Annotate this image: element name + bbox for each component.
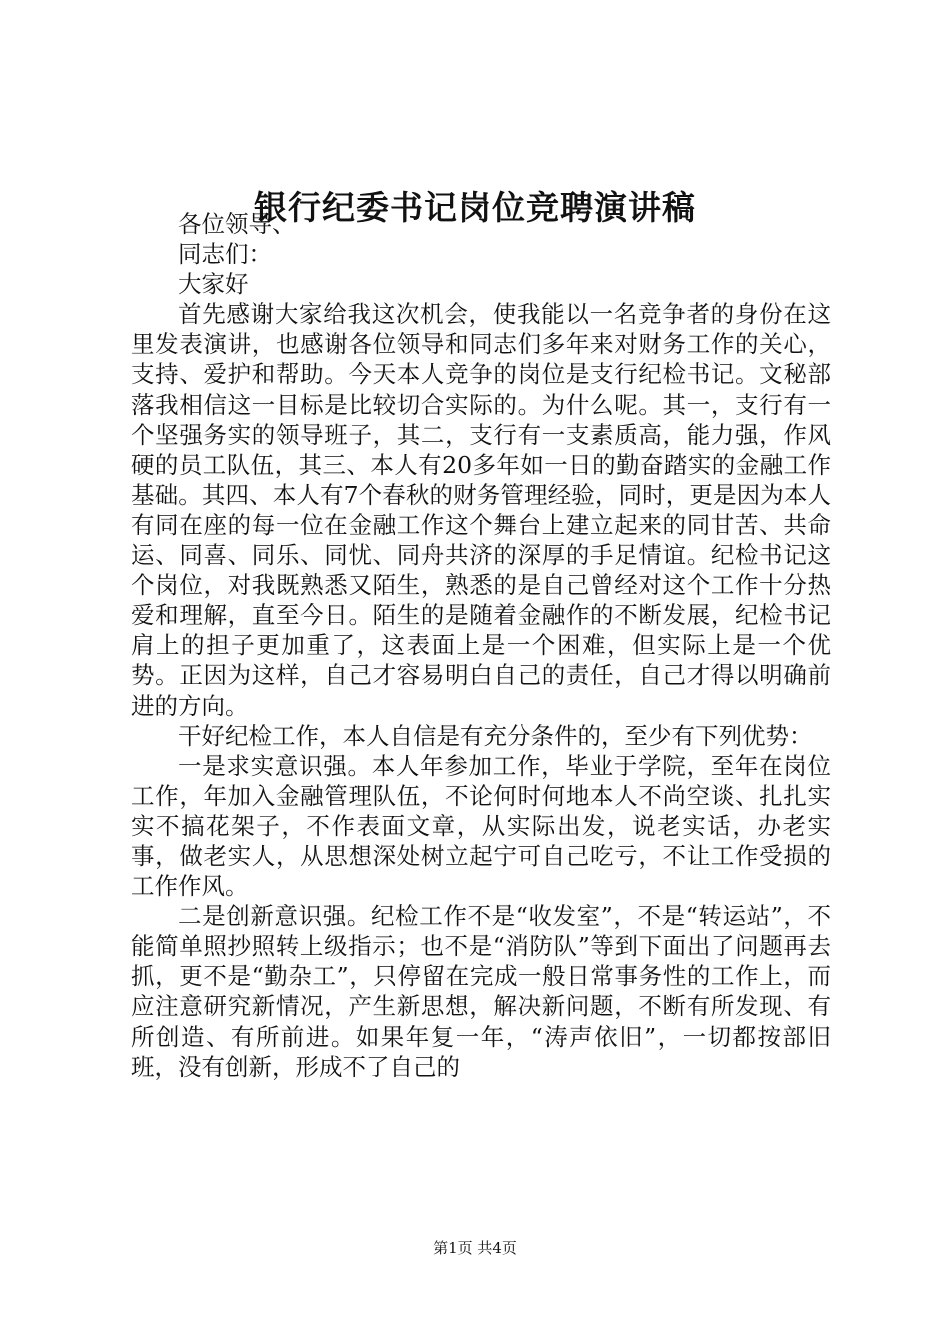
salutation-comrades: 同志们： (178, 240, 272, 269)
paragraph-advantages: 干好纪检工作，本人自信是有充分条件的，至少有下列优势： (178, 721, 813, 750)
salutation-leaders: 各位领导、 (178, 210, 296, 238)
paragraph-point-one: 一是求实意识强。本人年参加工作，毕业于学院，至年在岗位工作，年加入金融管理队伍，不论何时何地本人不尚空谈、扎扎实实不搞花架子，不作表面文章，从实际出发，说老实话，办老实事，做老实人，从思想深处树立起宁可自己吃亏，不让工作受损的工作作风。 (131, 751, 831, 901)
page-number-footer: 第1页 共4页 (433, 1239, 517, 1257)
greeting: 大家好 (178, 270, 249, 299)
document-body (131, 209, 831, 1082)
paragraph-point-two: 二是创新意识强。纪检工作不是“收发室”，不是“转运站”，不能简单照抄照转上级指示；也不是“消防队”等到下面出了问题再去抓，更不是“勤杂工”，只停留在完成一般日常事务性的工作上，而应注意研究新情况，产生新思想，解决新问题，不断有所发现、有所创造、有所前进。如果年复一年，“涛声依旧”，一切都按部旧班，没有创新，形成不了自己的 (131, 902, 831, 1081)
paragraph-intro: 首先感谢大家给我这次机会，使我能以一名竞争者的身份在这里发表演讲，也感谢各位领导和同志们多年来对财务工作的关心，支持、爱护和帮助。今天本人竞争的岗位是支行纪检书记。文秘部落我相信这一目标是比较切合实际的。为什么呢。其一，支行有一个坚强务实的领导班子，其二，支行有一支素质高，能力强，作风硬的员工队伍，其三、本人有20多年如一日的勤奋踏实的金融工作基础。其四、本人有7个春秋的财务管理经验，同时，更是因为本人有同在座的每一位在金融工作这个舞台上建立起来的同甘苦、共命运、同喜、同乐、同忧、同舟共济的深厚的手足情谊。纪检书记这个岗位，对我既熟悉又陌生，熟悉的是自己曾经对这个工作十分热爱和理解，直至今日。陌生的是随着金融作的不断发展，纪检书记肩上的担子更加重了，这表面上是一个困难，但实际上是一个优势。正因为这样，自己才容易明白自己的责任，自己才得以明确前进的方向。 (131, 300, 831, 720)
document-title: 银行纪委书记岗位竞聘演讲稿 (254, 188, 696, 227)
